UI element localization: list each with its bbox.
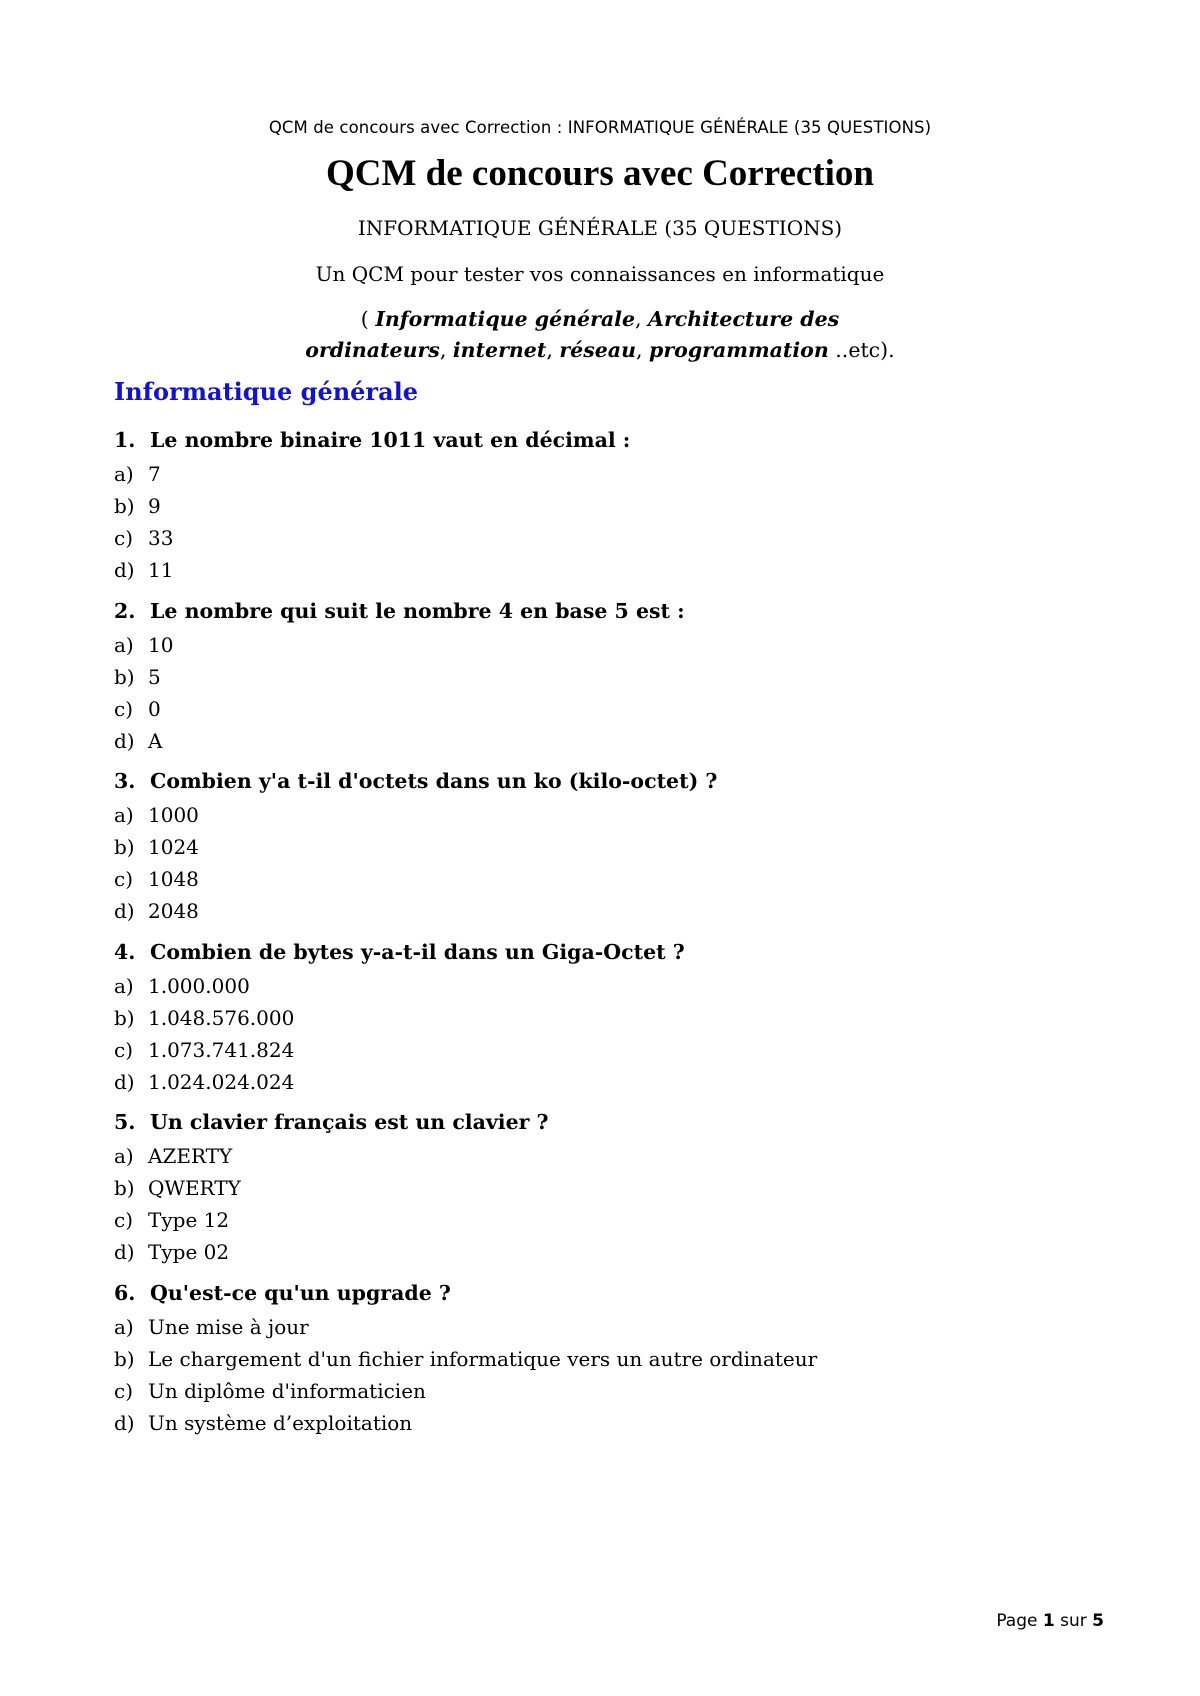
option-text: 7 [148,462,161,486]
document-title: QCM de concours avec Correction [325,153,874,194]
option-letter: a) [114,803,134,827]
answer-option [114,490,1114,522]
current-page-number: 1 [1042,1611,1055,1631]
option-text: 1.024.024.024 [148,1070,295,1094]
question-3 [114,763,1114,927]
option-text: Un diplôme d'informaticien [148,1379,426,1403]
topics-open-paren: ( [360,307,376,331]
question-number: 1. [114,428,136,452]
option-text: 33 [148,526,174,550]
option-letter: c) [114,1038,134,1062]
option-letter: d) [114,899,135,923]
topics-line-2 [0,335,1200,366]
question-1 [114,422,1114,586]
topics-separator: , [635,338,650,362]
topic-ordinateurs: ordinateurs [305,338,440,362]
question-number: 5. [114,1110,136,1134]
answer-option [114,970,1114,1002]
question-heading [114,1104,1114,1140]
option-text: A [148,729,163,753]
option-letter: c) [114,697,134,721]
option-text: 1.048.576.000 [148,1006,295,1030]
option-letter: d) [114,1411,135,1435]
topic-informatique-generale: Informatique générale [375,307,635,331]
question-6 [114,1275,1114,1439]
answer-option [114,1140,1114,1172]
question-text: Qu'est-ce qu'un upgrade ? [150,1281,451,1305]
total-pages: 5 [1092,1611,1104,1631]
question-number: 6. [114,1281,136,1305]
option-text: 1.073.741.824 [148,1038,295,1062]
option-letter: a) [114,974,134,998]
question-text: Combien y'a t-il d'octets dans un ko (kilo-octet) ? [150,769,718,793]
answer-option [114,1375,1114,1407]
option-text: AZERTY [148,1144,233,1168]
option-letter: c) [114,1208,134,1232]
topics-separator: , [546,338,560,362]
question-5 [114,1104,1114,1268]
question-2 [114,593,1114,757]
option-letter: b) [114,1006,135,1030]
option-text: 9 [148,494,161,518]
answer-option [114,831,1114,863]
footer-page-word: Page [996,1611,1038,1631]
answer-option [114,554,1114,586]
topic-architecture: Architecture des [648,307,840,331]
option-letter: a) [114,462,134,486]
answer-option [114,661,1114,693]
running-header: QCM de concours avec Correction : INFORMATIQUE GÉNÉRALE (35 QUESTIONS) [268,118,932,137]
answer-option [114,522,1114,554]
option-letter: c) [114,1379,134,1403]
footer-of-word: sur [1060,1611,1087,1631]
topics-line-1 [0,304,1200,335]
option-text: 1.000.000 [148,974,250,998]
option-text: 1024 [148,835,199,859]
intro-text: Un QCM pour tester vos connaissances en informatique [315,262,885,286]
option-text: Une mise à jour [148,1315,309,1339]
option-text: 0 [148,697,161,721]
question-heading [114,422,1114,458]
option-text: 1000 [148,803,199,827]
question-text: Le nombre binaire 1011 vaut en décimal : [150,428,631,452]
option-letter: b) [114,494,135,518]
option-text: 1048 [148,867,199,891]
option-letter: a) [114,1315,134,1339]
answer-option [114,1204,1114,1236]
answer-option [114,1407,1114,1439]
option-letter: c) [114,867,134,891]
topics-list [0,304,1200,366]
option-text: QWERTY [148,1176,241,1200]
option-text: Type 02 [148,1240,230,1264]
topic-programmation: programmation [649,338,829,362]
question-heading [114,593,1114,629]
option-text: 2048 [148,899,199,923]
topics-close: ..etc). [828,338,895,362]
topics-separator: , [439,338,453,362]
question-4 [114,934,1114,1098]
question-number: 3. [114,769,136,793]
question-text: Un clavier français est un clavier ? [150,1110,549,1134]
answer-option [114,895,1114,927]
option-letter: b) [114,665,135,689]
option-letter: a) [114,633,134,657]
option-text: Type 12 [148,1208,230,1232]
option-letter: b) [114,1176,135,1200]
answer-option [114,863,1114,895]
option-letter: d) [114,729,135,753]
topic-internet: internet [452,338,547,362]
option-text: Le chargement d'un fichier informatique vers un autre ordinateur [148,1347,818,1371]
option-text: 11 [148,558,174,582]
option-letter: b) [114,835,135,859]
answer-option [114,458,1114,490]
topic-reseau: réseau [559,338,636,362]
answer-option [114,1034,1114,1066]
option-letter: c) [114,526,134,550]
answer-option [114,799,1114,831]
option-letter: d) [114,558,135,582]
option-text: 5 [148,665,161,689]
question-text: Le nombre qui suit le nombre 4 en base 5 est : [150,599,685,623]
answer-option [114,1343,1114,1375]
option-text: Un système d’exploitation [148,1411,413,1435]
document-subtitle: INFORMATIQUE GÉNÉRALE (35 QUESTIONS) [357,216,843,240]
answer-option [114,1236,1114,1268]
answer-option [114,693,1114,725]
page-footer [996,1611,1104,1631]
answer-option [114,1002,1114,1034]
option-letter: d) [114,1240,135,1264]
answer-option [114,629,1114,661]
topics-separator: , [635,307,649,331]
option-letter: a) [114,1144,134,1168]
option-letter: b) [114,1347,135,1371]
question-heading [114,934,1114,970]
question-number: 4. [114,940,136,964]
option-text: 10 [148,633,174,657]
option-letter: d) [114,1070,135,1094]
answer-option [114,1066,1114,1098]
answer-option [114,1311,1114,1343]
answer-option [114,1172,1114,1204]
answer-option [114,725,1114,757]
question-number: 2. [114,599,136,623]
section-title: Informatique générale [114,377,419,406]
question-text: Combien de bytes y-a-t-il dans un Giga-Octet ? [150,940,685,964]
question-heading [114,1275,1114,1311]
question-heading [114,763,1114,799]
